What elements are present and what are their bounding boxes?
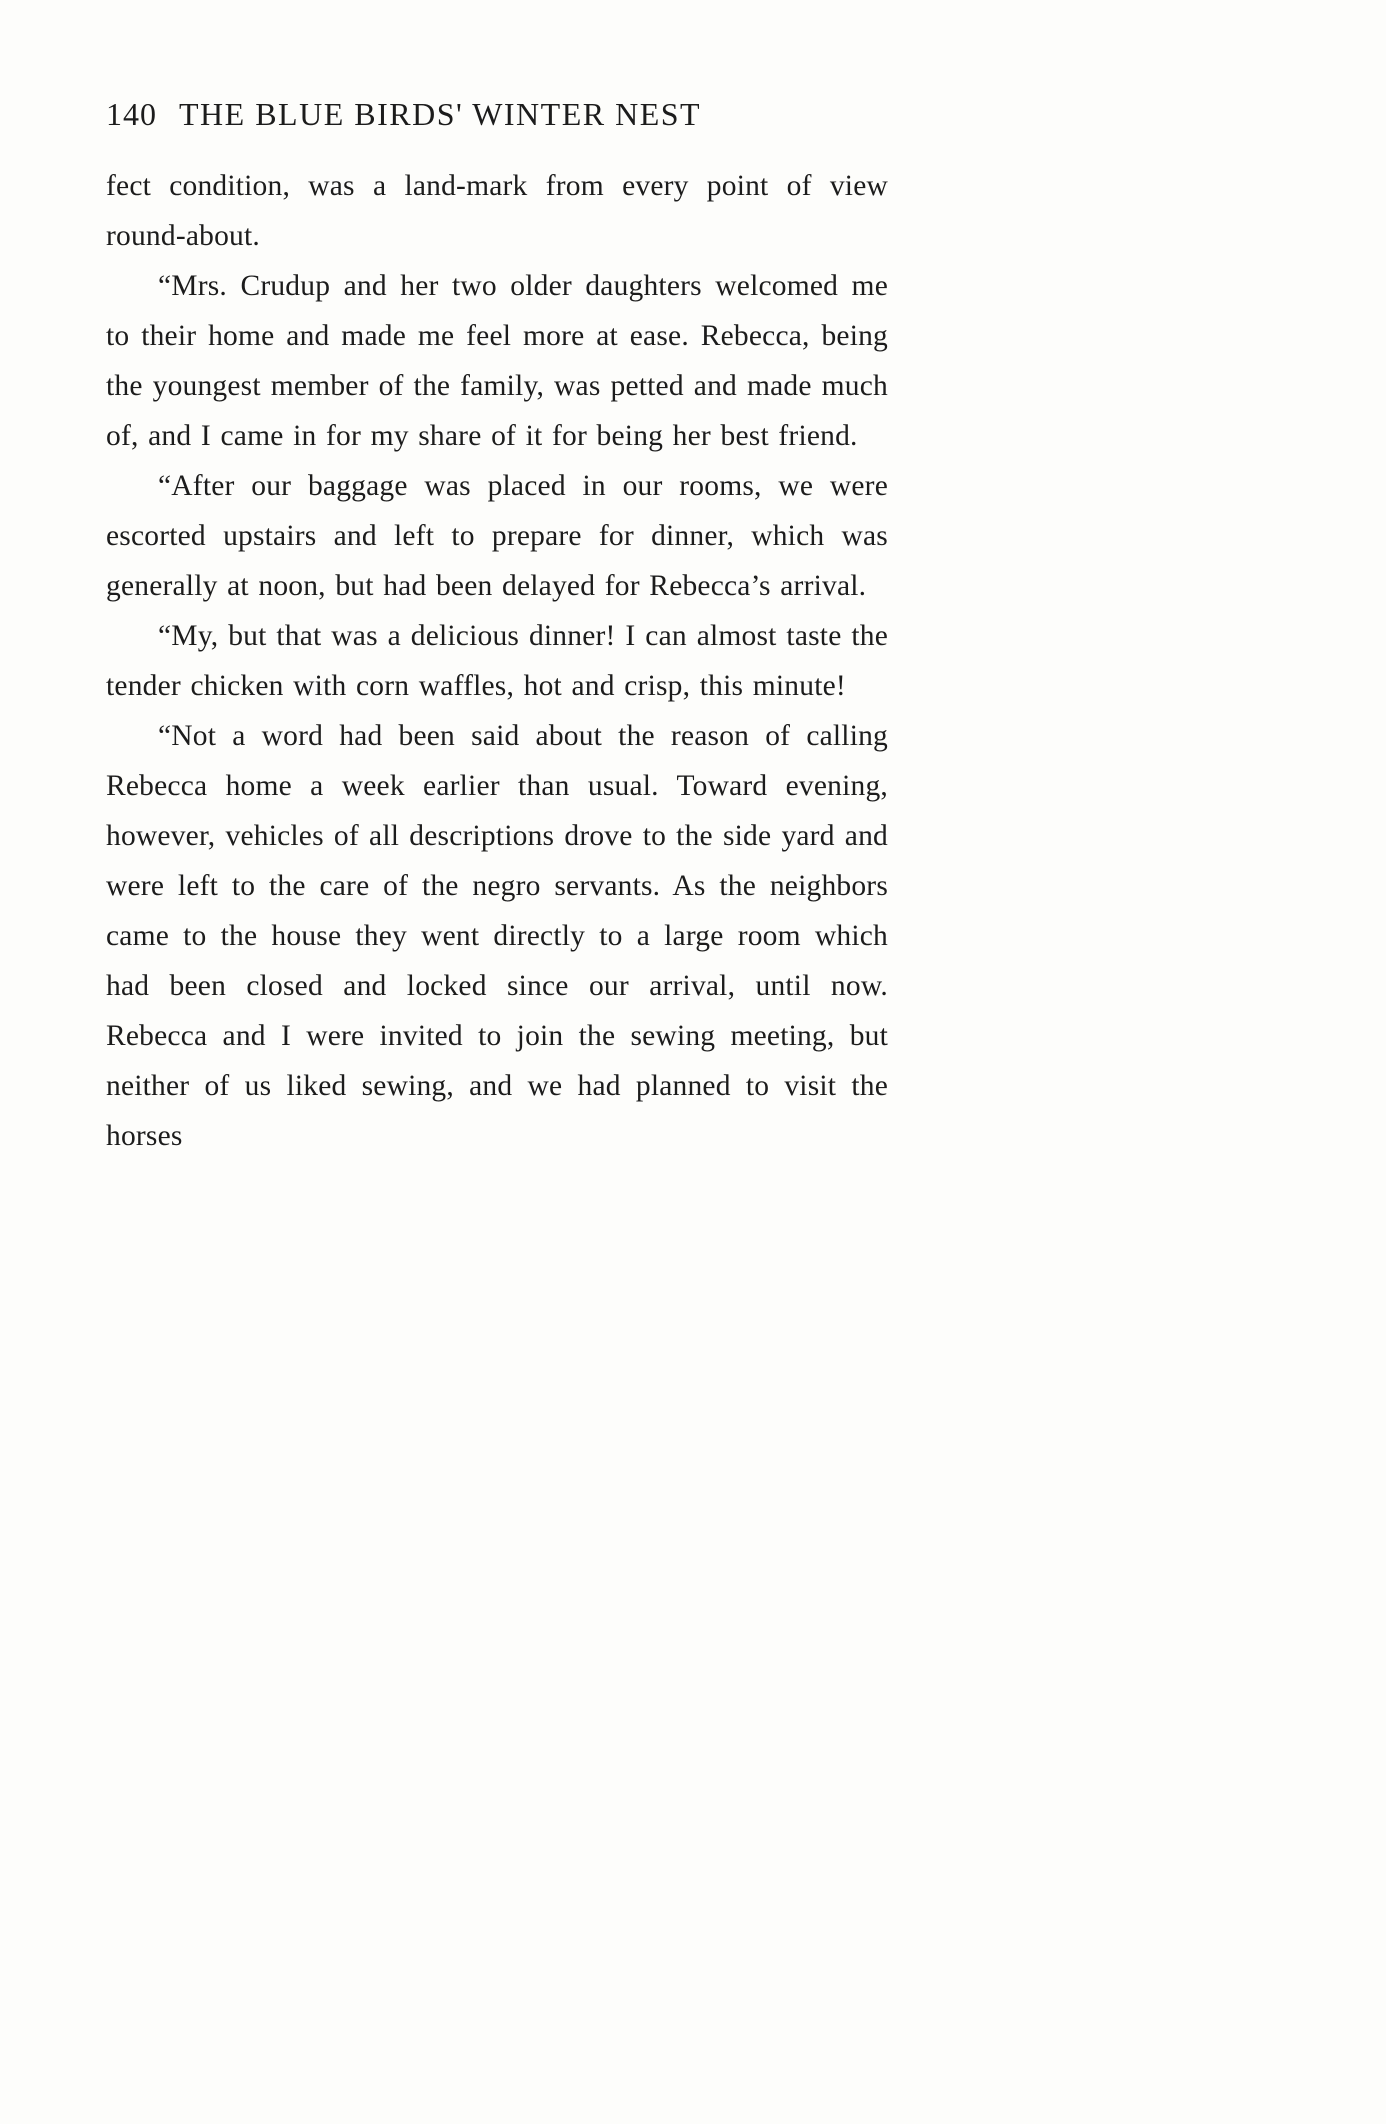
paragraph: “Mrs. Crudup and her two older daughters welcomed me to their home and made me feel more at ease. Rebecca, being the youngest member of the family, was petted and made much of, and I came in for my share of it for being her best friend. (106, 270, 888, 452)
paragraph: fect condition, was a land-mark from every point of view round-about. (106, 170, 888, 252)
paragraph: “Not a word had been said about the reason of calling Rebecca home a week earlier than usual. Toward evening, however, vehicles of all descriptions drove to the side yard and were left to the care of the negro servants. As the neighbors came to the house they went directly to a large room which had been closed and locked since our arrival, until now. Rebecca and I were invited to join the sewing meeting, but neither of us liked sewing, and we had planned to visit the horses (106, 720, 888, 1152)
page-number: 140 (106, 96, 157, 132)
paragraph: “After our baggage was placed in our rooms, we were escorted upstairs and left to prepare for dinner, which was generally at noon, but had been delayed for Rebecca’s arrival. (106, 470, 888, 602)
running-header (106, 96, 888, 133)
header-title: THE BLUE BIRDS' WINTER NEST (179, 96, 702, 132)
body-text (106, 161, 888, 1161)
text-column (106, 96, 888, 1161)
paragraph: “My, but that was a delicious dinner! I can almost taste the tender chicken with corn waffles, hot and crisp, this minute! (106, 620, 888, 702)
